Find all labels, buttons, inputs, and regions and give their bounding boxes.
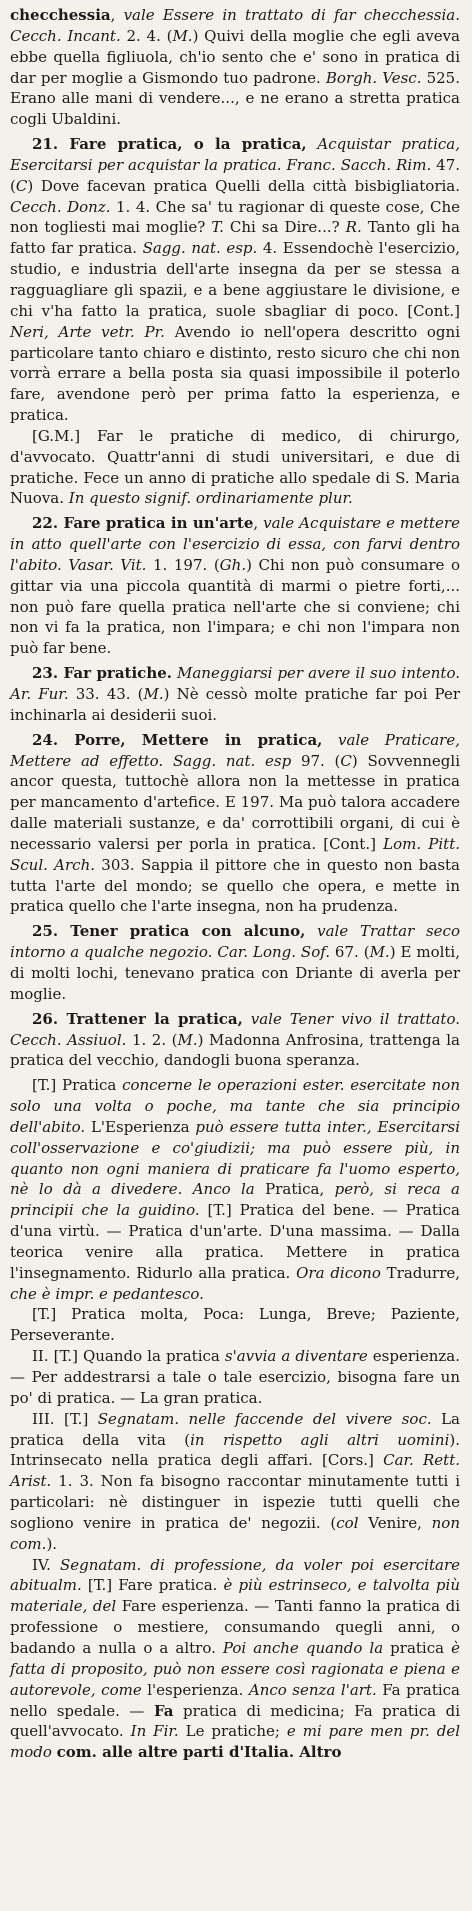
entry-21-fare-pratica: 21. Fare pratica, o la pratica, Acquistar pratica, Esercitarsi per acquistar la pratica. Franc. Sacch. Rim. 47. (C) Dove facevan pratica Quelli della città bisbigliatoria. Cecch. Donz. 1. 4. Che sa' tu ragionar di queste cose, Che non togliesti mai moglie? T. Chi sa Dire...? R. Tanto gli ha fatto far pratica. Sagg. nat. esp. 4. Essendochè l'esercizio, studio, e industria dell'arte insegna da per se stessa a ragguagliare gli spazii, e a bene aggiustare le divisione, e chi v'ha fatto la pratica, suole sbagliar di poco. [Cont.] Neri, Arte vetr. Pr. Avendo io nell'opera descritto ogni particolare tanto chiaro e distinto, resto sicuro che chi non vorrà errare a bella posta sia quasi impossibile il poterlo fare, avendone però per prima fatto la esperienza, e pratica.	[10, 135, 461, 425]
entry-iii-vivere-sociale: III. [T.] Segnatam. nelle faccende del vivere soc. La pratica della vita (in rispetto agli altri uomini). Intrinsecato nella pratica degli affari. [Cors.] Car. Rett. Arist. 1. 3. Non fa bisogno raccontar minutamente tutti i particolari: nè distinguer in ispezie tutti quelli che sogliono venire in pratica de' negozii. (col Venire, non com.).	[10, 1409, 461, 1553]
entry-gm-pratiche-medico: [G.M.] Far le pratiche di medico, di chirurgo, d'avvocato. Quattr'anni di studi universitari, e due di pratiche. Fece un anno di pratiche allo spedale di S. Maria Nuova. In questo signif. ordinariamente plur.	[10, 426, 460, 508]
entry-25-tener-pratica: 25. Tener pratica con alcuno, vale Trattar seco intorno a qualche negozio. Car. Long. Sof. 67. (M.) E molti, di molti lochi, tenevano pratica con Driante di averla per moglie.	[10, 922, 460, 1003]
entry-paragraph-continuation: checchessia, vale Essere in trattato di far checchessia. Cecch. Incant. 2. 4. (M.) Quivi della moglie che egli aveva ebbe quella figliuola, ch'io sento che e' sono in pratica di dar per moglie a Gismondo tuo padrone. Borgh. Vesc. 525. Erano alle mani di vendere..., e ne erano a stretta pratica cogli Ubaldini.	[10, 6, 460, 129]
entry-24-mettere-in-pratica: 24. Porre, Mettere in pratica, vale Praticare, Mettere ad effetto. Sagg. nat. esp 97. (C) Sovvennegli ancor questa, tuttochè allora non la mettesse in pratica per mancamento d'artefice. E 197. Ma può talora accadere dalle materiali sustanze, e da' corrottibili organi, di cui è necessario valersi per porla in pratica. [Cont.] Lom. Pitt. Scul. Arch. 303. Sappia il pittore che in questo non basta tutta l'arte del mondo; se quello che opera, e mette in pratica quello che l'arte insegna, non ha prudenza.	[10, 730, 460, 916]
entry-22-fare-pratica-arte: 22. Fare pratica in un'arte, vale Acquistare e mettere in atto quell'arte con l'esercizio di essa, con farvi dentro l'abito. Vasar. Vit. 1. 197. (Gh.) Chi non può consumare o gittar via una piccola quantità di marmi o pietre forti,... non può fare quella pratica nell'arte che si conviene; chi non vi fa la pratica, non l'impara; e chi non l'impara non può far bene.	[10, 514, 460, 658]
entry-t-pratica-molta: [T.] Pratica molta, Poca: Lunga, Breve; Paziente, Perseverante.	[10, 1305, 460, 1345]
entry-t-operazioni-esterne: [T.] Pratica concerne le operazioni ester. esercitate non solo una volta o poche, ma tante che sia principio dell'abito. L'Esperienza può essere tutta inter., Esercitarsi coll'osservazione e co'giudizii; ma può essere più, in quanto non ogni maniera di praticare fa l'uomo esperto, nè lo dà a divedere. Anco la Pratica, però, si reca a principii che la guidino. [T.] Pratica del bene. — Pratica d'una virtù. — Pratica d'un'arte. D'una massima. — Dalla teorica venire alla pratica. Mettere in pratica l'insegnamento. Ridurlo alla pratica. Ora dicono Tradurre, che è impr. e pedantesco.	[10, 1076, 461, 1303]
entry-26-trattener-pratica: 26. Trattener la pratica, vale Tener vivo il trattato. Cecch. Assiuol. 1. 2. (M.) Madonna Anfrosina, trattenga la pratica del vecchio, dandogli buona speranza.	[10, 1009, 460, 1070]
entry-23-far-pratiche: 23. Far pratiche. Maneggiarsi per avere il suo intento. Ar. Fur. 33. 43. (M.) Nè cessò molte pratiche far poi Per inchinarla ai desiderii suoi.	[10, 664, 461, 724]
entry-iv-professione: IV. Segnatam. di professione, da voler poi esercitare abitualm. [T.] Fare pratica. è più estrinseco, e talvolta più materiale, del Fare esperienza. — Tanti fanno la pratica di professione o mestiere, consumando quegli anni, o badando a nulla o a altro. Poi anche quando la pratica è fatta di proposito, può non essere così ragionata e piena e autorevole, come l'esperienza. Anco senza l'art. Fa pratica nello spedale. — Fa pratica di medicina; Fa pratica di quell'avvocato. In Fir. Le pratiche; e mi pare men pr. del modo com. alle altre parti d'Italia. Altro	[10, 1555, 461, 1762]
entry-ii-esperienza: II. [T.] Quando la pratica s'avvia a diventare esperienza. — Per addestrarsi a tale o tale esercizio, bisogna fare un po' di pratica. — La gran pratica.	[10, 1347, 460, 1407]
